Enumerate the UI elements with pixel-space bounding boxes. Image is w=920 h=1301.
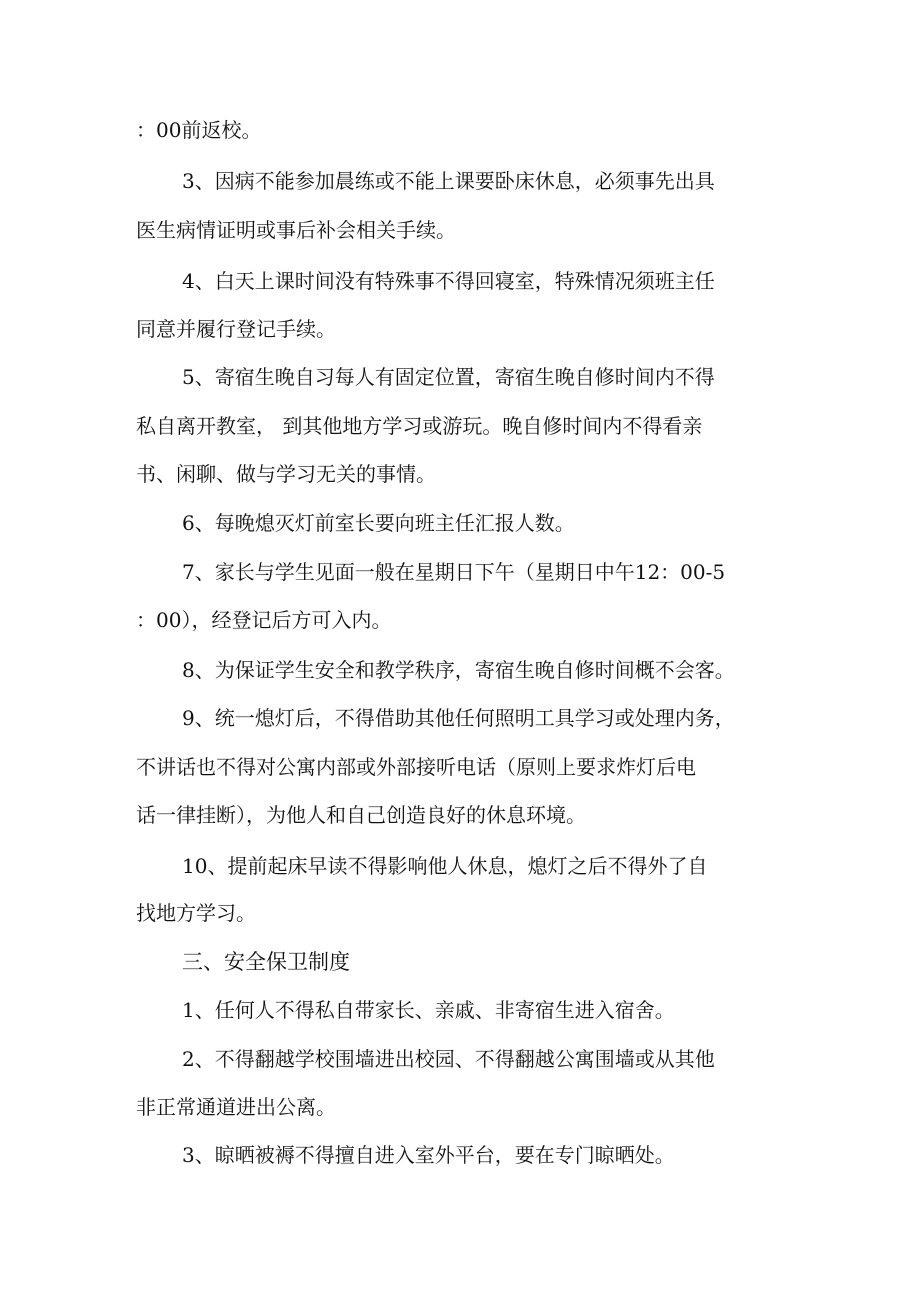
text-line: 3、因病不能参加晨练或不能上课要卧床休息，必须事先出具 bbox=[182, 169, 715, 193]
text-line: 书、闲聊、做与学习无关的事情。 bbox=[136, 462, 436, 486]
text-line: 1、任何人不得私自带家长、亲戚、非寄宿生进入宿舍。 bbox=[182, 998, 675, 1022]
text-line: 找地方学习。 bbox=[136, 901, 256, 925]
text-line: 不讲话也不得对公寓内部或外部接听电话（原则上要求炸灯后电 bbox=[136, 755, 696, 779]
text-line: 同意并履行登记手续。 bbox=[136, 317, 336, 341]
text-line: 话一律挂断），为他人和自己创造良好的休息环境。 bbox=[136, 803, 586, 827]
text-line: 7、家长与学生见面一般在星期日下午（星期日中午12：00-5 bbox=[182, 560, 726, 584]
text-line: 6、每晚熄灭灯前室长要向班主任汇报人数。 bbox=[182, 511, 575, 535]
text-line: 非正常通道进出公离。 bbox=[136, 1095, 336, 1119]
text-line: 5、寄宿生晚自习每人有固定位置，寄宿生晚自修时间内不得 bbox=[182, 365, 715, 389]
text-line: ：00），经登记后方可入内。 bbox=[136, 608, 392, 632]
section-heading: 三、安全保卫制度 bbox=[182, 950, 350, 974]
text-line: ：00前返校。 bbox=[136, 118, 262, 142]
text-line: 8、为保证学生安全和教学秩序，寄宿生晚自修时间概不会客。 bbox=[182, 658, 735, 682]
text-line: 9、统一熄灯后，不得借助其他任何照明工具学习或处理内务， bbox=[182, 706, 735, 730]
text-line: 医生病情证明或事后补会相关手续。 bbox=[136, 218, 456, 242]
text-line: 3、晾晒被褥不得擅自进入室外平台，要在专门晾晒处。 bbox=[182, 1143, 675, 1167]
text-line: 10、提前起床早读不得影响他人休息，熄灯之后不得外了自 bbox=[182, 854, 708, 878]
text-line: 4、白天上课时间没有特殊事不得回寝室，特殊情况须班主任 bbox=[182, 269, 715, 293]
text-line: 私自离开教室， 到其他地方学习或游玩。晚自修时间内不得看亲 bbox=[136, 414, 703, 438]
text-line: 2、不得翻越学校围墙进出校园、不得翻越公寓围墙或从其他 bbox=[182, 1047, 715, 1071]
